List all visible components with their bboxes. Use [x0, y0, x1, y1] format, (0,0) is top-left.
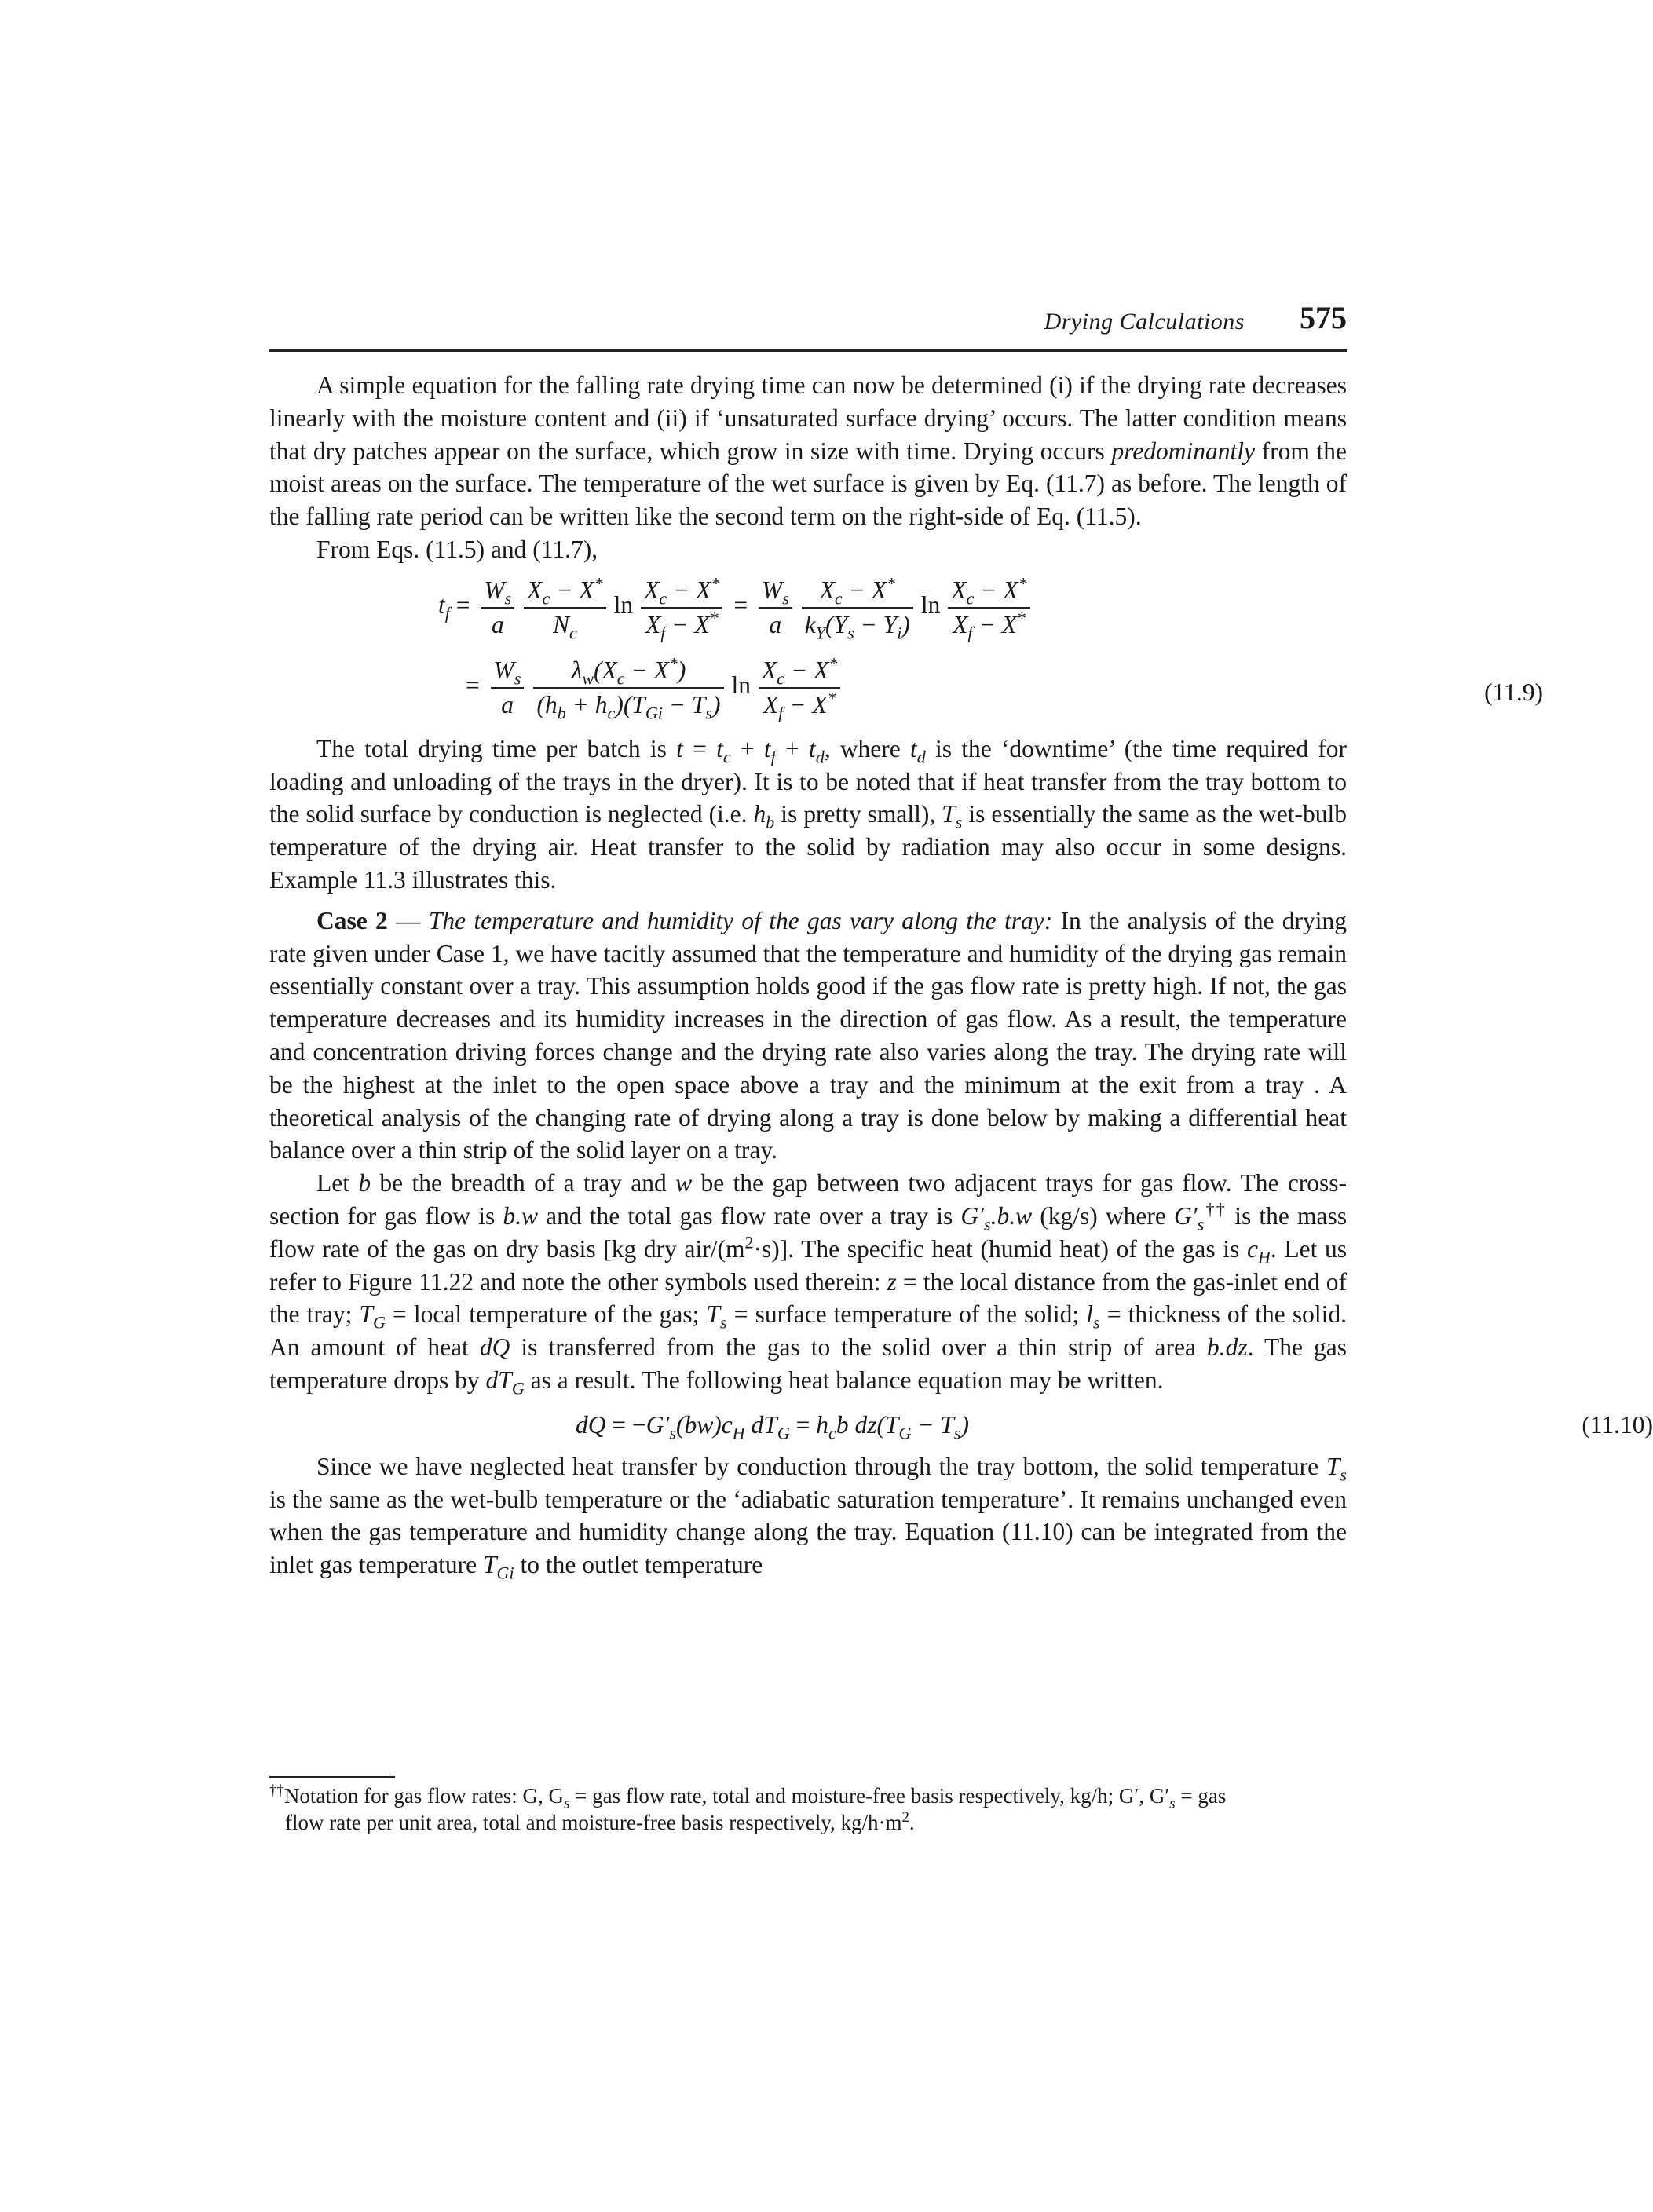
equation-number: (11.10) [1582, 1410, 1653, 1439]
paragraph-integration: Since we have neglected heat transfer by conduction through the tray bottom, the solid temperature $T_s$ is the same as the wet-bulb temperature or the ‘adiabatic saturation temperature’. It remains unchanged even when the gas temperature and humidity change along the tray. Equation (11.10) can be integrated from the inlet gas temperature $T_{Gi}$ to the outlet temperature [269, 1452, 1347, 1583]
equation-11-9-line-1: $t_f$ = $\frac{W_s}{a}$ $\frac{X_c - X^*}{N_c}$ ln $\frac{X_c - X^*}{X_f - X^*}$ = $\frac{W_s}{a}$ $\frac{X_c - X^*}{k_Y(Y_s - Y_i)}$ ln $\frac{X_c - X^*}{X_f - X^*}$ [269, 574, 1516, 649]
running-title: Drying Calculations [1044, 309, 1245, 335]
footnote-marker: †† [269, 1782, 284, 1799]
paragraph-heat-balance-setup: Let b be the breadth of a tray and w be the gap between two adjacent trays for gas flow. The cross-section for gas flow is b.w and the total gas flow rate over a tray is $G'_s.b.w$ (kg/s) where $G'_s^{\dagger\dagger}$ is the mass flow rate of the gas on dry basis [kg dry air/$(m^2\cdot s)$]. The specific heat (humid heat) of the gas is $c_H$. Let us refer to Figure 11.22 and note the other symbols used therein: z = the local distance from the gas-inlet end of the tray; $T_G$ = local temperature of the gas; $T_s$ = surface temperature of the solid; $l_s$ = thickness of the solid. An amount of heat dQ is transferred from the gas to the solid over a thin strip of area b.dz. The gas temperature drops by $dT_G$ as a result. The following heat balance equation may be written. [269, 1169, 1348, 1398]
paragraph-case-2: Case 2 — The temperature and humidity of the gas vary along the tray: In the analysis of the drying rate given under Case 1, we have tacitly assumed that the temperature and humidity of the drying gas remain essentially constant over a tray. This assumption holds good if the gas flow rate is pretty high. If not, the gas temperature decreases and its humidity increases in the direction of gas flow. As a result, the temperature and concentration driving forces change and the drying rate also varies along the tray. The drying rate will be the highest at the inlet to the open space above a tray and the minimum at the exit from a tray . A theoretical analysis of the changing rate of drying along a tray is done below by making a differential heat balance over a thin strip of the solid layer on a tray. [269, 906, 1348, 1164]
paragraph-from-eqs: From Eqs. (11.5) and (11.7), [316, 535, 598, 563]
footnote-rule [269, 1776, 395, 1778]
case-label: Case 2 [316, 906, 388, 934]
equation-11-10: dQ = $-G'_s(bw)c_H$ $dT_G = h_cb$ $dz(T_G - T_s)$ (11.10) [269, 1405, 1653, 1446]
paragraph-falling-rate: A simple equation for the falling rate drying time can now be determined (i) if the drying rate decreases linearly with the moisture content and (ii) if ‘unsaturated surface drying’ occurs. The latter condition means that dry patches appear on the surface, which grow in size with time. Drying occurs predominantly from the moist areas on the surface. The temperature of the wet surface is given by Eq. (11.7) as before. The length of the falling rate period can be written like the second term on the right-side of Eq. (11.5). [269, 371, 1348, 531]
footnote: ††Notation for gas flow rates: G, $G_s$ = gas flow rate, total and moisture-free basis respectively, kg/h; G′, $G'_s$ = gas flow rate per unit area, total and moisture-free basis respectively, $kg/h\cdot m^2$. [269, 1782, 1227, 1834]
page-number: 575 [1300, 300, 1347, 335]
equation-11-9-line-2: = $\frac{W_s}{a}$ $\frac{\lambda_w(X_c - X^*)}{(h_b + h_c)(T_{Gi} - T_s)}$ ln $\frac{X_c - X^*}{X_f - X^*}$ (11.9) [466, 653, 1543, 723]
case-title: The temperature and humidity of the gas vary along the tray: [428, 906, 1053, 934]
paragraph-total-drying-time: The total drying time per batch is $t = t_c + t_f + t_d$, where $t_d$ is the ‘downtime’ (the time required for loading and unloading of the trays in the dryer). It is to be noted that if heat transfer from the tray bottom to the solid surface by conduction is neglected (i.e. $h_b$ is pretty small), $T_s$ is essentially the same as the wet-bulb temperature of the drying air. Heat transfer to the solid by radiation may also occur in some designs. Example 11.3 illustrates this. [269, 734, 1348, 894]
equation-number: (11.9) [1484, 678, 1543, 706]
page-header [269, 302, 1347, 352]
body-text [269, 369, 1653, 1583]
emphasis-text: predominantly [1111, 437, 1256, 465]
